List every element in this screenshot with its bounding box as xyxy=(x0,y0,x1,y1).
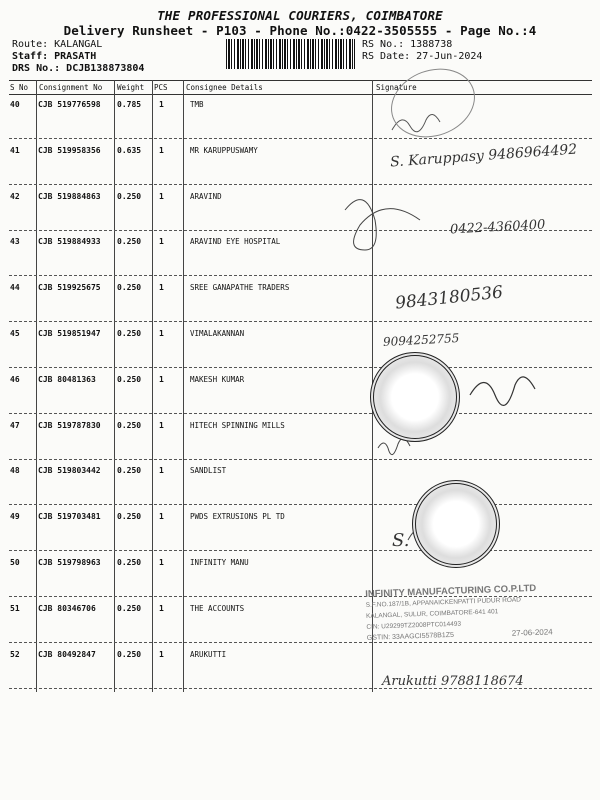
row-pcs: 1 xyxy=(159,649,164,659)
row-weight: 0.250 xyxy=(117,329,142,338)
row-sno: 43 xyxy=(10,237,20,247)
row-consignment: CJB 519925675 xyxy=(38,283,101,293)
signature-52: Arukutti 9788118674 xyxy=(382,674,524,689)
row-sno: 47 xyxy=(10,420,20,430)
row-weight: 0.250 xyxy=(117,512,142,522)
company-stamp xyxy=(365,581,589,644)
row-weight: 0.250 xyxy=(117,374,142,384)
row-sno: 41 xyxy=(10,145,20,155)
stamp-cin: CIN: U29299TZ2008PTC014493 xyxy=(366,620,462,631)
scribble-46 xyxy=(470,377,535,406)
row-sno: 46 xyxy=(10,374,20,384)
row-pcs: 1 xyxy=(159,420,164,430)
row-sno: 45 xyxy=(10,329,20,338)
row-pcs: 1 xyxy=(159,558,164,567)
col-header-signature: Signature xyxy=(376,83,417,92)
row-consignee: SANDLIST xyxy=(190,466,227,476)
row-consignment: CJB 519958356 xyxy=(38,145,101,155)
row-consignee: MAKESH KUMAR xyxy=(190,374,245,384)
row-weight: 0.250 xyxy=(117,191,142,201)
row-consignee: SREE GANAPATHE TRADERS xyxy=(190,283,290,293)
row-consignee: TMB xyxy=(190,100,204,109)
signature-43: 0422-4360400 xyxy=(449,217,546,238)
row-consignment: CJB 519776598 xyxy=(38,100,101,109)
stamp-49 xyxy=(412,480,500,568)
row-weight: 0.250 xyxy=(117,649,142,659)
row-consignee: ARAVIND EYE HOSPITAL xyxy=(190,237,281,247)
row-pcs: 1 xyxy=(159,191,164,201)
row-weight: 0.250 xyxy=(117,237,142,247)
signature-45: 9094252755 xyxy=(382,331,460,349)
row-consignee: INFINITY MANU xyxy=(190,558,249,567)
signature-41: S. Karuppasy 9486964492 xyxy=(389,141,578,171)
row-consignee: HITECH SPINNING MILLS xyxy=(190,420,285,430)
route-label: Route: KALANGAL xyxy=(12,39,103,50)
row-weight: 0.785 xyxy=(117,100,142,109)
row-consignment: CJB 519803442 xyxy=(38,466,101,476)
drs-number: DRS No.: DCJB138873804 xyxy=(12,63,145,74)
runsheet-subtitle: Delivery Runsheet - P103 - Phone No.:0422-3505555 - Page No.:4 xyxy=(63,23,537,38)
row-pcs: 1 xyxy=(159,374,164,384)
signature-44: 9843180536 xyxy=(394,282,504,314)
col-header-sno: S No xyxy=(10,83,29,92)
row-weight: 0.250 xyxy=(117,558,142,567)
company-title: THE PROFESSIONAL COURIERS, COIMBATORE xyxy=(157,8,443,23)
row-sno: 52 xyxy=(10,649,20,659)
stamp-company-name: INFINITY MANUFACTURING CO.P.LTD xyxy=(365,582,537,600)
row-consignee: ARAVIND xyxy=(190,191,222,201)
row-pcs: 1 xyxy=(159,237,164,247)
scribble-42 xyxy=(345,200,420,250)
row-sno: 42 xyxy=(10,191,20,201)
rs-date: RS Date: 27-Jun-2024 xyxy=(362,51,483,62)
row-sno: 48 xyxy=(10,466,20,476)
row-pcs: 1 xyxy=(159,466,164,476)
col-header-consignment: Consignment No xyxy=(39,83,103,92)
row-pcs: 1 xyxy=(159,603,164,613)
row-weight: 0.635 xyxy=(117,145,142,155)
row-consignment: CJB 519851947 xyxy=(38,329,101,338)
row-consignment: CJB 80492847 xyxy=(38,649,96,659)
stamp-gstin: GSTIN: 33AAGCI5578B1Z5 xyxy=(366,631,455,642)
row-pcs: 1 xyxy=(159,283,164,293)
row-consignee: VIMALAKANNAN xyxy=(190,329,245,338)
stamp-date: 27-06-2024 xyxy=(511,627,553,638)
row-consignment: CJB 519703481 xyxy=(38,512,101,522)
stamp-46 xyxy=(370,352,460,442)
rs-number: RS No.: 1388738 xyxy=(362,39,453,50)
row-consignment: CJB 80346706 xyxy=(38,603,96,613)
stamp-address-1: S.F.NO.187/1B, APPANAICKENPATTI PUDUR ROAD xyxy=(365,596,522,609)
row-consignee: MR KARUPPUSWAMY xyxy=(190,145,258,155)
row-sno: 40 xyxy=(10,100,20,109)
row-consignment: CJB 519798963 xyxy=(38,558,101,567)
row-consignee: PWDS EXTRUSIONS PL TD xyxy=(190,512,285,522)
stamp-address-2: KALANGAL, SULUR, COIMBATORE-641 401 xyxy=(365,608,499,620)
row-weight: 0.250 xyxy=(117,420,142,430)
staff-label: Staff: PRASATH xyxy=(12,51,97,62)
row-sno: 44 xyxy=(10,283,20,293)
row-consignment: CJB 519787830 xyxy=(38,420,101,430)
row-pcs: 1 xyxy=(159,100,164,109)
row-consignment: CJB 80481363 xyxy=(38,374,96,384)
col-header-consignee: Consignee Details xyxy=(186,83,263,92)
col-header-pcs: PCS xyxy=(154,83,168,92)
row-pcs: 1 xyxy=(159,145,164,155)
row-sno: 51 xyxy=(10,603,20,613)
row-weight: 0.250 xyxy=(117,283,142,293)
row-consignee: ARUKUTTI xyxy=(190,649,227,659)
row-consignment: CJB 519884933 xyxy=(38,237,101,247)
row-consignee: THE ACCOUNTS xyxy=(190,603,245,613)
row-consignment: CJB 519884863 xyxy=(38,191,101,201)
row-sno: 49 xyxy=(10,512,20,522)
row-pcs: 1 xyxy=(159,512,164,522)
row-weight: 0.250 xyxy=(117,603,142,613)
signature-49: S. xyxy=(392,530,410,551)
col-header-weight: Weight xyxy=(117,83,145,92)
row-pcs: 1 xyxy=(159,329,164,338)
row-sno: 50 xyxy=(10,558,20,567)
row-weight: 0.250 xyxy=(117,466,142,476)
